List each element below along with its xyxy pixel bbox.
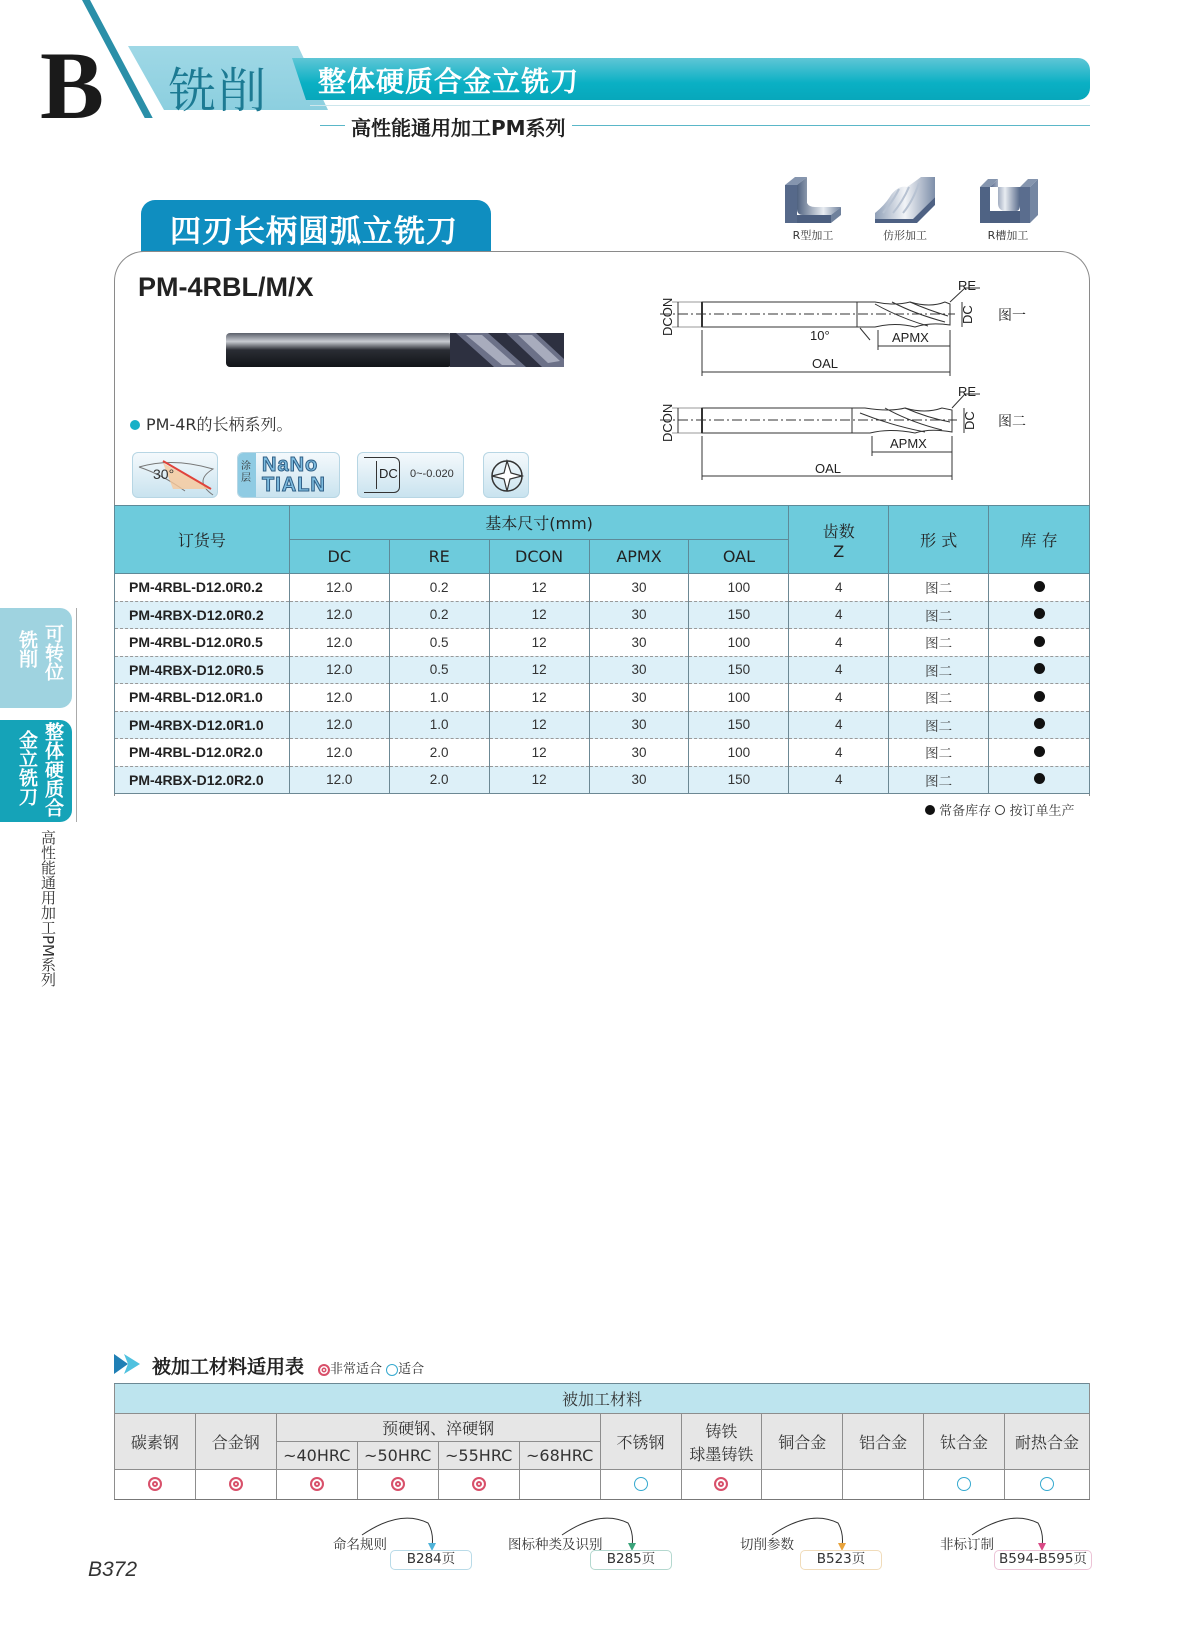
order-code: PM-4RBL-D12.0R0.2 bbox=[115, 574, 290, 602]
bullet-icon bbox=[130, 420, 140, 430]
in-stock-icon bbox=[1034, 581, 1045, 592]
svg-text:10°: 10° bbox=[810, 328, 830, 343]
r-groove-icon bbox=[976, 175, 1040, 225]
very-suitable-icon bbox=[318, 1364, 330, 1376]
coating-name-2: TIALN bbox=[262, 474, 326, 496]
side-tab-solid-carbide[interactable] bbox=[0, 720, 72, 822]
svg-text:RE: RE bbox=[958, 280, 977, 293]
to-order-icon bbox=[995, 805, 1005, 815]
svg-text:DCON: DCON bbox=[660, 403, 675, 442]
order-code: PM-4RBL-D12.0R1.0 bbox=[115, 684, 290, 712]
mat-col-hardened-group: 预硬钢、淬硬钢 bbox=[276, 1414, 600, 1442]
very-suitable-icon bbox=[148, 1477, 162, 1491]
svg-text:DC: DC bbox=[960, 305, 975, 324]
material-table-title: 被加工材料适用表 bbox=[152, 1356, 305, 1378]
side-tab-label: 铣削 bbox=[16, 630, 38, 668]
copy-profile-icon bbox=[873, 175, 937, 225]
cell-z: 4 bbox=[789, 574, 889, 602]
ref-link-naming[interactable]: B284页 bbox=[390, 1550, 472, 1570]
cell-apmx: 30 bbox=[589, 629, 689, 657]
cell-z: 4 bbox=[789, 684, 889, 712]
in-stock-icon bbox=[1034, 636, 1045, 647]
cell-oal: 150 bbox=[689, 601, 789, 629]
ref-label-custom: 非标订制 bbox=[940, 1537, 994, 1553]
cell-form: 图二 bbox=[889, 684, 989, 712]
cell-stock bbox=[989, 711, 1090, 739]
mat-col-carbon-steel: 碳素钢 bbox=[115, 1414, 196, 1470]
double-arrow-icon bbox=[114, 1354, 144, 1374]
rating-cell bbox=[600, 1470, 681, 1500]
order-code: PM-4RBL-D12.0R2.0 bbox=[115, 739, 290, 767]
table-row bbox=[115, 574, 1090, 602]
cell-apmx: 30 bbox=[589, 711, 689, 739]
cell-form: 图二 bbox=[889, 656, 989, 684]
cell-oal: 100 bbox=[689, 684, 789, 712]
cell-stock bbox=[989, 601, 1090, 629]
very-suitable-icon bbox=[229, 1477, 243, 1491]
suitable-icon bbox=[1040, 1477, 1054, 1491]
four-flute-icon bbox=[484, 453, 530, 499]
ref-link-custom[interactable]: B594-B595页 bbox=[994, 1550, 1092, 1570]
in-stock-icon bbox=[1034, 773, 1045, 784]
cell-form: 图二 bbox=[889, 629, 989, 657]
cell-re: 2.0 bbox=[389, 766, 489, 794]
cell-oal: 150 bbox=[689, 766, 789, 794]
svg-text:图一: 图一 bbox=[998, 307, 1026, 323]
side-tab-indexable-milling[interactable] bbox=[0, 608, 72, 708]
cell-dcon: 12 bbox=[489, 601, 589, 629]
machining-type-label: 仿形加工 bbox=[883, 229, 927, 242]
col-header-dcon: DCON bbox=[489, 540, 589, 574]
table-row bbox=[115, 766, 1090, 794]
ref-label-cutting: 切削参数 bbox=[740, 1537, 794, 1553]
cell-dc: 12.0 bbox=[289, 739, 389, 767]
machining-type-label: R型加工 bbox=[792, 229, 834, 242]
suitable-icon bbox=[386, 1364, 398, 1376]
cell-dcon: 12 bbox=[489, 766, 589, 794]
cell-dcon: 12 bbox=[489, 739, 589, 767]
cell-z: 4 bbox=[789, 711, 889, 739]
very-suitable-icon bbox=[391, 1477, 405, 1491]
cell-dc: 12.0 bbox=[289, 766, 389, 794]
cell-stock bbox=[989, 656, 1090, 684]
product-model: PM-4RBL/M/X bbox=[138, 272, 314, 302]
cell-form: 图二 bbox=[889, 711, 989, 739]
svg-text:DCON: DCON bbox=[660, 297, 675, 336]
cell-oal: 100 bbox=[689, 574, 789, 602]
side-series-label: 高性能通用加工PM系列 bbox=[39, 830, 57, 987]
mat-col-alloy-steel: 合金钢 bbox=[195, 1414, 276, 1470]
machining-type-label: R槽加工 bbox=[987, 229, 1029, 242]
section-letter: B bbox=[40, 32, 105, 139]
cell-stock bbox=[989, 739, 1090, 767]
cell-stock bbox=[989, 684, 1090, 712]
cell-stock bbox=[989, 574, 1090, 602]
cell-apmx: 30 bbox=[589, 739, 689, 767]
material-legend bbox=[318, 1358, 424, 1377]
section-name: 铣削 bbox=[168, 63, 269, 119]
cell-z: 4 bbox=[789, 601, 889, 629]
mat-col-55hrc: ~55HRC bbox=[438, 1442, 519, 1470]
cell-re: 2.0 bbox=[389, 739, 489, 767]
very-suitable-icon bbox=[714, 1477, 728, 1491]
helix-angle-icon bbox=[133, 453, 219, 499]
rating-cell bbox=[519, 1470, 600, 1500]
very-suitable-icon bbox=[472, 1477, 486, 1491]
col-header-dc: DC bbox=[289, 540, 389, 574]
cell-dcon: 12 bbox=[489, 684, 589, 712]
rating-row bbox=[115, 1470, 1090, 1500]
cell-z: 4 bbox=[789, 656, 889, 684]
table-row bbox=[115, 739, 1090, 767]
cell-z: 4 bbox=[789, 629, 889, 657]
cell-form: 图二 bbox=[889, 574, 989, 602]
very-suitable-icon bbox=[310, 1477, 324, 1491]
machining-type-r-groove bbox=[973, 175, 1043, 243]
rating-cell bbox=[357, 1470, 438, 1500]
material-group-header: 被加工材料 bbox=[115, 1384, 1090, 1414]
mat-col-stainless: 不锈钢 bbox=[600, 1414, 681, 1470]
rating-cell bbox=[195, 1470, 276, 1500]
helix-angle-badge bbox=[132, 452, 218, 498]
feature-bullet bbox=[130, 412, 293, 435]
suitable-label: 适合 bbox=[398, 1362, 425, 1377]
cell-z: 4 bbox=[789, 766, 889, 794]
side-rule bbox=[76, 608, 77, 822]
cell-dc: 12.0 bbox=[289, 684, 389, 712]
cell-apmx: 30 bbox=[589, 684, 689, 712]
col-header-apmx: APMX bbox=[589, 540, 689, 574]
category-title: 整体硬质合金立铣刀 bbox=[318, 65, 580, 98]
mat-col-titanium: 钛合金 bbox=[924, 1414, 1005, 1470]
cell-apmx: 30 bbox=[589, 656, 689, 684]
order-code: PM-4RBX-D12.0R2.0 bbox=[115, 766, 290, 794]
rating-cell bbox=[276, 1470, 357, 1500]
ref-link-icons[interactable]: B285页 bbox=[590, 1550, 672, 1570]
suitable-icon bbox=[957, 1477, 971, 1491]
order-code: PM-4RBX-D12.0R0.5 bbox=[115, 656, 290, 684]
flute-badge bbox=[483, 452, 529, 498]
product-title: 四刃长柄圆弧立铣刀 bbox=[170, 214, 458, 250]
in-stock-icon bbox=[1034, 746, 1045, 757]
in-stock-icon bbox=[1034, 663, 1045, 674]
in-stock-icon bbox=[1034, 718, 1045, 729]
order-code: PM-4RBX-D12.0R0.2 bbox=[115, 601, 290, 629]
rating-cell bbox=[115, 1470, 196, 1500]
feature-text: PM-4R的长柄系列。 bbox=[146, 415, 293, 434]
col-header-form: 形 式 bbox=[889, 506, 989, 574]
cell-oal: 100 bbox=[689, 739, 789, 767]
very-suitable-label: 非常适合 bbox=[330, 1362, 383, 1377]
rating-cell bbox=[843, 1470, 924, 1500]
cell-apmx: 30 bbox=[589, 766, 689, 794]
side-tab-label: 整体硬质合 bbox=[42, 722, 64, 817]
col-header-teeth: 齿数 Z bbox=[789, 506, 889, 574]
table-row bbox=[115, 629, 1090, 657]
cell-dc: 12.0 bbox=[289, 711, 389, 739]
col-header-oal: OAL bbox=[689, 540, 789, 574]
cell-re: 0.2 bbox=[389, 601, 489, 629]
cell-re: 0.5 bbox=[389, 656, 489, 684]
suitable-icon bbox=[634, 1477, 648, 1491]
cell-form: 图二 bbox=[889, 601, 989, 629]
table-row bbox=[115, 684, 1090, 712]
mat-col-cast-iron: 铸铁 球墨铸铁 bbox=[681, 1414, 762, 1470]
cell-re: 0.2 bbox=[389, 574, 489, 602]
cell-form: 图二 bbox=[889, 739, 989, 767]
order-code: PM-4RBL-D12.0R0.5 bbox=[115, 629, 290, 657]
cell-oal: 100 bbox=[689, 629, 789, 657]
svg-text:OAL: OAL bbox=[815, 461, 842, 476]
curved-arrow-icon bbox=[360, 1515, 440, 1551]
r-profile-icon bbox=[781, 175, 845, 225]
col-header-re: RE bbox=[389, 540, 489, 574]
svg-text:RE: RE bbox=[958, 384, 977, 399]
table-row bbox=[115, 711, 1090, 739]
cell-oal: 150 bbox=[689, 711, 789, 739]
cell-apmx: 30 bbox=[589, 601, 689, 629]
svg-text:DC: DC bbox=[962, 411, 977, 430]
side-tab-label: 可转位 bbox=[42, 624, 64, 681]
cell-dcon: 12 bbox=[489, 711, 589, 739]
dimension-diagrams bbox=[660, 280, 1040, 480]
coating-name-1: NaNo bbox=[262, 454, 319, 476]
svg-text:APMX: APMX bbox=[892, 330, 929, 345]
table-row bbox=[115, 601, 1090, 629]
rating-cell bbox=[762, 1470, 843, 1500]
ref-link-cutting[interactable]: B523页 bbox=[800, 1550, 882, 1570]
cell-re: 0.5 bbox=[389, 629, 489, 657]
in-stock-label: 常备库存 bbox=[939, 804, 992, 819]
cell-dc: 12.0 bbox=[289, 656, 389, 684]
cell-form: 图二 bbox=[889, 766, 989, 794]
to-order-label: 按订单生产 bbox=[1009, 804, 1075, 819]
coating-label: 涂层 bbox=[241, 461, 251, 484]
end-mill-photo bbox=[226, 333, 566, 369]
tolerance-value: 0~-0.020 bbox=[410, 468, 454, 480]
rating-cell bbox=[924, 1470, 1005, 1500]
cell-re: 1.0 bbox=[389, 711, 489, 739]
mat-col-68hrc: ~68HRC bbox=[519, 1442, 600, 1470]
svg-text:APMX: APMX bbox=[890, 436, 927, 451]
in-stock-icon bbox=[925, 805, 935, 815]
mat-col-heat-resistant: 耐热合金 bbox=[1005, 1414, 1090, 1470]
cell-stock bbox=[989, 629, 1090, 657]
machining-type-copy bbox=[870, 175, 940, 243]
table-row bbox=[115, 656, 1090, 684]
tolerance-symbol: DC bbox=[379, 466, 398, 481]
col-header-stock: 库 存 bbox=[989, 506, 1090, 574]
rating-cell bbox=[1005, 1470, 1090, 1500]
series-subtitle: 高性能通用加工PM系列 bbox=[345, 112, 572, 141]
machining-type-r-profile bbox=[778, 175, 848, 243]
page-number: B372 bbox=[88, 1558, 138, 1581]
coating-badge bbox=[237, 452, 340, 498]
mat-col-aluminum: 铝合金 bbox=[843, 1414, 924, 1470]
side-tab-label: 金立铣刀 bbox=[16, 730, 38, 806]
rating-cell bbox=[681, 1470, 762, 1500]
rating-cell bbox=[438, 1470, 519, 1500]
curved-arrow-icon bbox=[970, 1515, 1050, 1551]
order-code: PM-4RBX-D12.0R1.0 bbox=[115, 711, 290, 739]
cell-dc: 12.0 bbox=[289, 629, 389, 657]
mat-col-copper: 铜合金 bbox=[762, 1414, 843, 1470]
cell-stock bbox=[989, 766, 1090, 794]
col-header-dims: 基本尺寸(mm) bbox=[289, 506, 788, 540]
cell-dcon: 12 bbox=[489, 574, 589, 602]
mat-col-50hrc: ~50HRC bbox=[357, 1442, 438, 1470]
material-table bbox=[114, 1383, 1090, 1500]
cell-z: 4 bbox=[789, 739, 889, 767]
in-stock-icon bbox=[1034, 608, 1045, 619]
ref-label-naming: 命名规则 bbox=[333, 1537, 387, 1553]
divider bbox=[310, 105, 1090, 106]
cell-apmx: 30 bbox=[589, 574, 689, 602]
svg-text:图二: 图二 bbox=[998, 413, 1026, 429]
curved-arrow-icon bbox=[560, 1515, 640, 1551]
cell-dcon: 12 bbox=[489, 629, 589, 657]
curved-arrow-icon bbox=[770, 1515, 850, 1551]
in-stock-icon bbox=[1034, 691, 1045, 702]
cell-dc: 12.0 bbox=[289, 601, 389, 629]
product-table bbox=[114, 505, 1090, 794]
cell-dc: 12.0 bbox=[289, 574, 389, 602]
col-header-code: 订货号 bbox=[115, 506, 290, 574]
cell-dcon: 12 bbox=[489, 656, 589, 684]
svg-text:OAL: OAL bbox=[812, 356, 839, 371]
cell-oal: 150 bbox=[689, 656, 789, 684]
mat-col-40hrc: ~40HRC bbox=[276, 1442, 357, 1470]
stock-legend bbox=[925, 800, 1074, 819]
tolerance-badge bbox=[357, 452, 464, 498]
ref-label-icons: 图标种类及识别 bbox=[508, 1537, 603, 1553]
svg-text:30°: 30° bbox=[153, 466, 175, 482]
cell-re: 1.0 bbox=[389, 684, 489, 712]
